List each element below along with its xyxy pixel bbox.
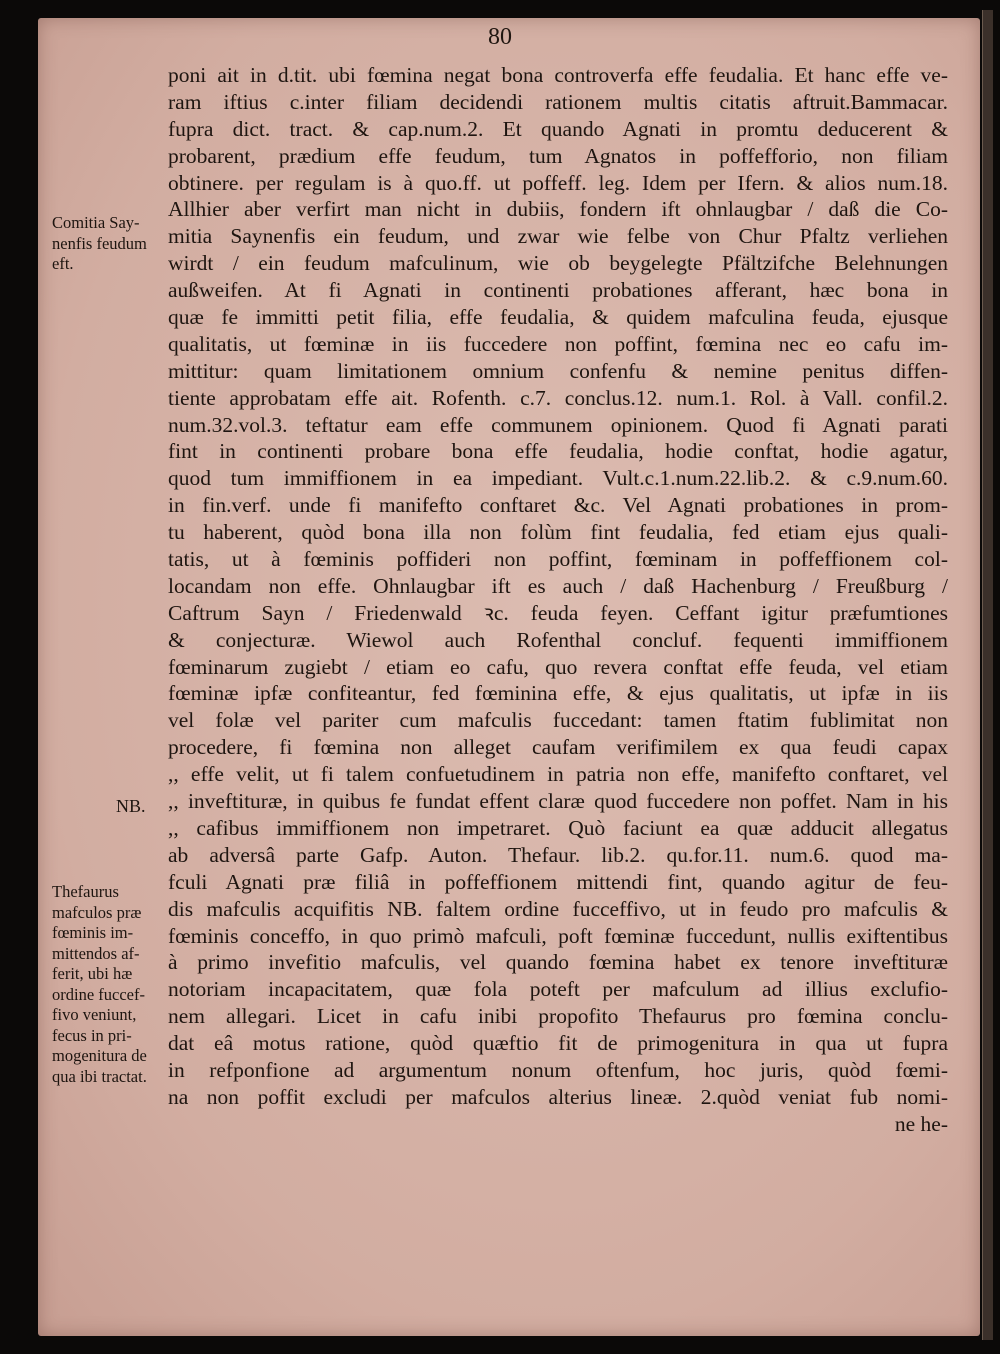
text-line: Allhier aber verfirt man nicht in dubiis, fondern ift ohnlaugbar / daß die Co- bbox=[168, 197, 948, 222]
text-line: nem allegari. Licet in cafu inibi propofito Thefaurus pro fœmina conclu- bbox=[168, 1004, 948, 1029]
text-line: na non poffit excludi per mafculos alterius lineæ. 2.quòd veniat fub nomi- bbox=[168, 1084, 948, 1109]
text-line: fœminis conceffo, in quo primò mafculi, poft fœminæ fuccedunt, nullis exiftentibus bbox=[168, 923, 948, 948]
text-line: ,, inveftituræ, in quibus fe fundat effent claræ quod fuccedere non poffet. Nam in his bbox=[168, 789, 948, 814]
text-line: à primo invefitio mafculis, vel quando fœmina habet ex tenore inveftituræ bbox=[168, 950, 948, 975]
text-line: poni ait in d.tit. ubi fœmina negat bona controverfa effe feudalia. Et hanc effe ve- bbox=[168, 63, 948, 87]
margin-note-thesaurus bbox=[52, 882, 176, 1087]
text-line: quæ fe immitti petit filia, effe feudalia, & quidem mafculina feuda, ejusque bbox=[168, 305, 948, 330]
margin-note-comitia bbox=[52, 213, 176, 275]
page-number: 80 bbox=[488, 24, 512, 50]
text-line: fœminæ ipfæ confiteantur, fed fœminina effe, & ejus qualitatis, ut ipfæ in iis bbox=[168, 681, 948, 706]
text-line: fupra dict. tract. & cap.num.2. Et quando Agnati in promtu deducerent & bbox=[168, 116, 948, 141]
text-line: tiente approbatam effe ait. Rofenth. c.7. conclus.12. num.1. Rol. à Vall. confil.2. bbox=[168, 385, 948, 410]
text-line: procedere, fi fœmina non alleget caufam verifimilem ex qua feudi capax bbox=[168, 735, 948, 760]
text-line: notoriam incapacitatem, quæ fola poteft per mafculum ad illius exclufio- bbox=[168, 977, 948, 1002]
margin-note-line: mittendos af- bbox=[52, 943, 140, 963]
text-line: ,, cafibus immiffionem non impetraret. Quò faciunt ea quæ adducit allegatus bbox=[168, 815, 948, 840]
margin-note-line: Thefaurus bbox=[52, 882, 119, 901]
margin-note-line: qua ibi tractat. bbox=[52, 1066, 147, 1086]
text-line: tu haberent, quòd bona illa non folùm fint feudalia, fed etiam ejus quali- bbox=[168, 520, 948, 545]
text-line: mitia Saynenfis ein feudum, und zwar wie felbe von Chur Pfaltz verliehen bbox=[168, 224, 948, 249]
text-line: & conjecturæ. Wiewol auch Rofenthal concluf. fequenti immiffionem bbox=[168, 627, 948, 652]
text-line: num.32.vol.3. teftatur eam effe communem opinionem. Quod fi Agnati parati bbox=[168, 412, 948, 437]
margin-note-line: nenfis feudum bbox=[52, 233, 147, 253]
text-line: fculi Agnati præ filiâ in poffeffionem mittendi fint, quando agitur de feu- bbox=[168, 869, 948, 894]
text-line: ram iftius c.inter filiam decidendi rationem multis citatis aftruit.Bammacar. bbox=[168, 89, 948, 114]
text-line: ,, effe velit, ut fi talem confuetudinem in patria non effe, manifefto conftaret, vel bbox=[168, 762, 948, 787]
margin-note-line: eft. bbox=[52, 254, 74, 273]
text-line: in fin.verf. unde fi manifefto conftaret &c. Vel Agnati probationes in prom- bbox=[168, 493, 948, 518]
text-line: obtinere. per regulam is à quo.ff. ut poffeff. leg. Idem per Ifern. & alios num.18. bbox=[168, 170, 948, 195]
text-line: fint in continenti probare bona effe feudalia, hodie conftat, hodie agatur, bbox=[168, 439, 948, 464]
text-line: mittitur: quam limitationem omnium confenfu & nemine penitus diffen- bbox=[168, 358, 948, 383]
text-line: fœminarum zugiebt / etiam eo cafu, quo revera conftat effe feuda, vel etiam bbox=[168, 654, 948, 679]
margin-note-line: Comitia Say- bbox=[52, 213, 140, 232]
margin-note-nb: NB. bbox=[116, 796, 146, 816]
margin-note-line: ordine fuccef- bbox=[52, 984, 145, 1004]
margin-note-line: fecus in pri- bbox=[52, 1025, 132, 1045]
text-line: probarent, prædium effe feudum, tum Agnatos in poffefforio, non filiam bbox=[168, 143, 948, 168]
catchword: ne he- bbox=[894, 1111, 948, 1136]
text-line: qualitatis, ut fœminæ in iis fuccedere non poffint, fœmina nec eo cafu im- bbox=[168, 331, 948, 356]
text-line: wirdt / ein feudum mafculinum, wie ob beygelegte Pfältzifche Belehnungen bbox=[168, 251, 948, 276]
text-line: vel folæ vel pariter cum mafculis fuccedant: tamen ftatim fublimitat non bbox=[168, 708, 948, 733]
text-line: tatis, ut à fœminis poffideri non poffint, fœminam in poffeffionem col- bbox=[168, 547, 948, 572]
margin-note-line: fivo veniunt, bbox=[52, 1005, 137, 1024]
margin-note-line: ferit, ubi hæ bbox=[52, 964, 133, 983]
text-line: ab adversâ parte Gafp. Auton. Thefaur. lib.2. qu.for.11. num.6. quod ma- bbox=[168, 842, 948, 867]
margin-note-line: fœminis im- bbox=[52, 923, 134, 942]
text-line: Caftrum Sayn / Friedenwald ꝛc. feuda feyen. Ceffant igitur præfumtiones bbox=[168, 600, 948, 625]
text-line: dat eâ motus ratione, quòd quæftio fit de primogenitura in qua ut fupra bbox=[168, 1031, 948, 1056]
text-line: dis mafculis acquifitis NB. faltem ordine fucceffivo, ut in feudo pro mafculis & bbox=[168, 896, 948, 921]
book-edge bbox=[982, 10, 993, 1340]
text-line: locandam non effe. Ohnlaugbar ift es auch / daß Hachenburg / Freußburg / bbox=[168, 573, 948, 598]
margin-note-line: mogenitura de bbox=[52, 1046, 147, 1065]
text-line: außweifen. At fi Agnati in continenti probationes afferant, hæc bona in bbox=[168, 278, 948, 303]
text-line: quod tum immiffionem in ea impediant. Vult.c.1.num.22.lib.2. & c.9.num.60. bbox=[168, 466, 948, 491]
text-line: in refponfione ad argumentum nonum oftenfum, hoc juris, quòd fœmi- bbox=[168, 1057, 948, 1082]
margin-note-line: mafculos præ bbox=[52, 902, 142, 922]
body-text bbox=[168, 62, 948, 1138]
